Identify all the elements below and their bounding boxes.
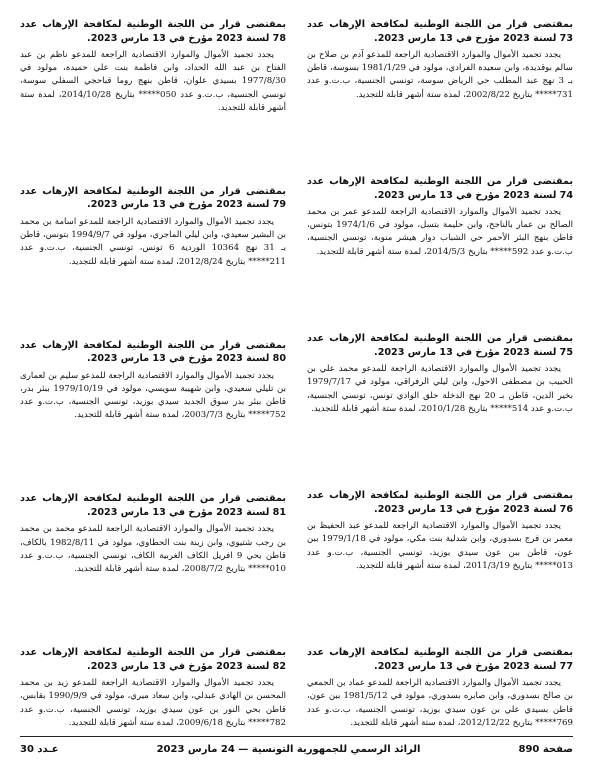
- article-title: بمقتضى قرار من اللجنة الوطنية لمكافحة الإرهاب عدد 75 لسنة 2023 مؤرخ في 13 مارس 2023.: [307, 333, 573, 358]
- article-title: بمقتضى قرار من اللجنة الوطنية لمكافحة الإرهاب عدد 76 لسنة 2023 مؤرخ في 13 مارس 2023.: [307, 490, 573, 515]
- article-79: [20, 185, 286, 269]
- article-75: [307, 332, 573, 416]
- columns: [20, 18, 573, 730]
- article-body: يجدد تجميد الأموال والموارد الاقتصادية الراجعة للمدعو عمر بن محمد الصالح بن عمار بالناجح، وابن حليمة بتسل، مولود في 1974/1/6 بتونس، قاطن بنهج البئر الأحمر حي الشباب دوار هيشر منوبة، تونسي الجنسية، ب.ت.و عدد 592***** بتاريخ 2014/5/3، لمدة ستة أشهر قابلة للتجديد.: [307, 207, 574, 257]
- gazette-title: الرائد الرسمي للجمهورية التونسية — 24 مارس 2023: [156, 744, 421, 755]
- article-body: يجدد تجميد الأموال والموارد الاقتصادية الراجعة للمدعو ناظم بن عبد الفتاح بن عبد الله الحداد، وابن فاطمة بنت علي حميدة، مولود في 1977/8/30 بسيدي علوان، قاطن بنهج روما قباحجي السفلي سوسة، تونسي الجنسية، ب.ت.و عدد 050***** بتاريخ 2014/10/28، لمدة ستة أشهر قابلة للتجديد.: [20, 50, 286, 113]
- article-title: بمقتضى قرار من اللجنة الوطنية لمكافحة الإرهاب عدد 82 لسنة 2023 مؤرخ في 13 مارس 2023.: [20, 647, 286, 672]
- article-73: [307, 18, 573, 102]
- article-77: [307, 646, 573, 730]
- page-number: صفحة 890: [518, 744, 573, 755]
- article-body: يجدد تجميد الأموال والموارد الاقتصادية الراجعة للمدعو آدم بن صلاح بن سالم بوقديدة، وابن سعيدة الفرادي، مولود في 1981/1/29 بسوسة، قاطن بـ 3 نهج عبد المطلب حي الرياض سوسة، تونسي الجنسية، ب.ت.و عدد 731***** بتاريخ 2002/8/22، لمدة ستة أشهر قابلة للتجديد.: [307, 50, 573, 100]
- article-body: يجدد تجميد الأموال والموارد الاقتصادية الراجعة للمدعو عماد بن الجمعي بن صالح بسدوري، وابن صابره بسدوري، مولود في 1981/5/12 ببن عون، قاطن بسيدي علي بن عون سيدي بوزيد، تونسي الجنسية، ب.ت.و عدد 769***** بتاريخ 2012/12/22، لمدة ستة أشهر قابلة للتجديد.: [307, 678, 573, 728]
- article-body: يجدد تجميد الأموال والموارد الاقتصادية الراجعة للمدعو سليم بن لعمارى بن تليلي سعيدي، وابن شهيبة سويسي، مولود في 1979/10/19 ببئر بدر، قاطن ببئر بدر سوق الجديد سيدي بوزيد، تونسي الجنسية، ب.ت.و عدد 752***** بتاريخ 2003/7/3، لمدة ستة أشهر قابلة للتجديد.: [20, 370, 286, 421]
- article-body: يجدد تجميد الأموال والموارد الاقتصادية الراجعة للمدعو اسامة بن محمد بن البشير سعيدي، وابن ليلي الماجري، مولود في 1994/9/7 بتونس، قاطن بـ 31 نهج 10364 الوردية 6 تونس، تونسي الجنسية، ب.ت.و عدد 211***** بتاريخ 2012/8/24، لمدة ستة أشهر قابلة للتجديد.: [20, 216, 286, 267]
- article-title: بمقتضى قرار من اللجنة الوطنية لمكافحة الإرهاب عدد 81 لسنة 2023 مؤرخ في 13 مارس 2023.: [20, 493, 286, 518]
- left-column: [20, 18, 286, 730]
- article-82: [20, 646, 286, 730]
- article-80: [20, 339, 286, 423]
- issue-number: عـدد 30: [20, 744, 59, 755]
- article-76: [307, 489, 573, 573]
- article-body: يجدد تجميد الأموال والموارد الاقتصادية الراجعة للمدعو محمد علي بن الحبيب بن مصطفى الاحول، وابن ليلي الرفراقي، مولود في 1979/7/17 بخير الدين، قاطن بـ 20 نهج الدخلة حلق الوادي تونس، تونسي الجنسية، ب.ت.و عدد 514***** بتاريخ 2010/1/28، لمدة ستة أشهر قابلة للتجديد.: [307, 364, 573, 414]
- right-column: [307, 18, 573, 730]
- article-body: يجدد تجميد الأموال والموارد الاقتصادية الراجعة للمدعو عبد الحفيظ بن معمر بن فرج بسدوري، وابن شدلية بنت مكي، مولود في 1979/1/18 ببن عون، قاطن ببن عون سيدي بوزيد، تونسي الجنسية، ب.ت.و عدد 013***** بتاريخ 2011/3/19، لمدة ستة أشهر قابلة للتجديد.: [307, 521, 574, 571]
- article-title: بمقتضى قرار من اللجنة الوطنية لمكافحة الإرهاب عدد 79 لسنة 2023 مؤرخ في 13 مارس 2023.: [20, 185, 286, 211]
- article-74: [307, 175, 573, 259]
- page-footer: [20, 736, 573, 758]
- article-body: يجدد تجميد الأموال والموارد الاقتصادية الراجعة للمدعو محمد بن محمد بن رجب شتيوي، وابن زينة بنت الحطاوي، مولود في 1982/8/11 بالكاف، قاطن بحي 9 افريل الكاف الغربية الكاف، تونسي الجنسية، ب.ت.و عدد 010***** بتاريخ 2008/7/2، لمدة ستة أشهر قابلة للتجديد.: [20, 524, 286, 575]
- article-title: بمقتضى قرار من اللجنة الوطنية لمكافحة الإرهاب عدد 74 لسنة 2023 مؤرخ في 13 مارس 2023.: [307, 176, 573, 201]
- article-title: بمقتضى قرار من اللجنة الوطنية لمكافحة الإرهاب عدد 80 لسنة 2023 مؤرخ في 13 مارس 2023.: [20, 339, 286, 365]
- article-title: بمقتضى قرار من اللجنة الوطنية لمكافحة الإرهاب عدد 78 لسنة 2023 مؤرخ في 13 مارس 2023.: [20, 19, 286, 44]
- article-title: بمقتضى قرار من اللجنة الوطنية لمكافحة الإرهاب عدد 73 لسنة 2023 مؤرخ في 13 مارس 2023.: [307, 19, 573, 44]
- article-78: [20, 18, 286, 115]
- article-body: يجدد تجميد الأموال والموارد الاقتصادية الراجعة للمدعو زيد بن محمد المحسن بن الهادي عبدلي، وابن سعاد ميري، مولود في 1990/9/9 بقابس، قاطن بحي النور بن عون سيدي بوزيد، تونسي الجنسية، ب.ت.و عدد 782***** بتاريخ 2009/6/18، لمدة ستة أشهر قابلة للتجديد.: [20, 678, 286, 728]
- article-title: بمقتضى قرار من اللجنة الوطنية لمكافحة الإرهاب عدد 77 لسنة 2023 مؤرخ في 13 مارس 2023.: [307, 647, 573, 672]
- article-81: [20, 492, 286, 576]
